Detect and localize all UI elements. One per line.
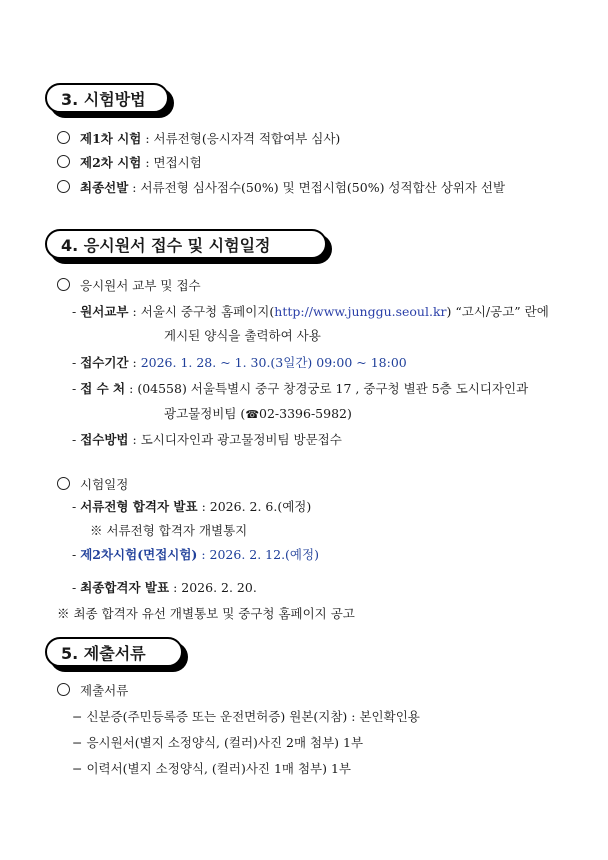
item-sep: : (141, 155, 154, 170)
circle-bullet-icon (57, 683, 70, 696)
distribution-label: 원서교부 (80, 304, 129, 319)
homepage-link[interactable]: http://www.junggu.seoul.kr (274, 304, 447, 319)
doc-pass-row: - 서류전형 합격자 발표 : 2026. 2. 6.(예정) (72, 499, 312, 514)
circle-bullet-icon (57, 131, 70, 144)
distribution-text-after: ) “고시/공고” 란에 (446, 304, 549, 319)
section-3-title: 3. 시험방법 (45, 83, 169, 113)
final-row: - 최종합격자 발표 : 2026. 2. 20. (72, 580, 257, 595)
exam-method-item-2 (57, 155, 202, 171)
period-row: - 접수기간 : 2026. 1. 28. ~ 1. 30.(3일간) 09:00 ~ 18:00 (72, 355, 407, 370)
method-label: 접수방법 (80, 432, 129, 447)
item-text: 면접시험 (153, 155, 202, 170)
period-text: 2026. 1. 28. ~ 1. 30.(3일간) 09:00 ~ 18:00 (140, 355, 407, 370)
distribution-text: 서울시 중구청 홈페이지( (140, 304, 275, 319)
exam-method-item-3 (57, 180, 505, 196)
item-label: 최종선발 (80, 180, 129, 195)
distribution-cont: 게시된 양식을 출력하여 사용 (164, 328, 321, 343)
place-text: (04558) 서울특별시 중구 창경궁로 17 , 중구청 별관 5층 도시디자인과 (137, 381, 529, 396)
section-4-header (45, 229, 327, 259)
final-text: 2026. 2. 20. (181, 580, 257, 595)
document-text: 응시원서(별지 소정양식, (컬러)사진 2매 첨부) 1부 (86, 735, 364, 750)
document-item-2: − 응시원서(별지 소정양식, (컬러)사진 2매 첨부) 1부 (72, 735, 364, 750)
document-text: 신분증(주민등록증 또는 운전면허증) 원본(지참) : 본인확인용 (86, 709, 420, 724)
group-title-text: 제출서류 (80, 683, 129, 698)
interview-text: 2026. 2. 12.(예정) (209, 547, 319, 562)
section-5-header (45, 637, 183, 667)
doc-pass-label: 서류전형 합격자 발표 (80, 499, 198, 514)
doc-pass-note: ※ 서류전형 합격자 개별통지 (90, 523, 248, 538)
circle-bullet-icon (57, 477, 70, 490)
interview-label: 제2차시험(면접시험) (80, 547, 198, 562)
application-group-title (57, 278, 201, 294)
distribution-row: - 원서교부 : 서울시 중구청 홈페이지(http://www.junggu.seoul.kr) “고시/공고” 란에 (72, 304, 549, 319)
group-title-text: 시험일정 (80, 477, 129, 492)
section-3-header (45, 83, 169, 113)
phone-number: 02-3396-5982 (259, 406, 347, 421)
method-row: - 접수방법 : 도시디자인과 광고물정비팀 방문접수 (72, 432, 342, 447)
method-text: 도시디자인과 광고물정비팀 방문접수 (140, 432, 342, 447)
item-text: 서류전형 심사점수(50%) 및 면접시험(50%) 성적합산 상위자 선발 (140, 180, 506, 195)
circle-bullet-icon (57, 155, 70, 168)
phone-icon: ☎ (245, 408, 260, 421)
paren-close: ) (347, 406, 352, 421)
item-text: 서류전형(응시자격 적합여부 심사) (153, 131, 341, 146)
item-label: 제2차 시험 (80, 155, 142, 170)
item-label: 제1차 시험 (80, 131, 142, 146)
document-item-3: − 이력서(별지 소정양식, (컬러)사진 1매 첨부) 1부 (72, 761, 351, 776)
circle-bullet-icon (57, 180, 70, 193)
document-item-1: − 신분증(주민등록증 또는 운전면허증) 원본(지참) : 본인확인용 (72, 709, 420, 724)
section-4-title: 4. 응시원서 접수 및 시험일정 (45, 229, 327, 259)
final-note: ※ 최종 합격자 유선 개별통보 및 중구청 홈페이지 공고 (57, 606, 355, 621)
circle-bullet-icon (57, 278, 70, 291)
team-name: 광고물정비팀 ( (164, 406, 246, 421)
place-label: 접 수 처 (80, 381, 126, 396)
section-5-title: 5. 제출서류 (45, 637, 183, 667)
final-label: 최종합격자 발표 (80, 580, 170, 595)
group-title-text: 응시원서 교부 및 접수 (80, 278, 201, 293)
document-text: 이력서(별지 소정양식, (컬러)사진 1매 첨부) 1부 (86, 761, 351, 776)
period-label: 접수기간 (80, 355, 129, 370)
item-sep: : (128, 180, 141, 195)
doc-pass-text: 2026. 2. 6.(예정) (209, 499, 312, 514)
schedule-group-title (57, 477, 128, 493)
interview-row: - 제2차시험(면접시험) : 2026. 2. 12.(예정) (72, 547, 319, 562)
item-sep: : (141, 131, 154, 146)
exam-method-item-1 (57, 131, 340, 147)
documents-group-title (57, 683, 128, 699)
place-cont (164, 406, 352, 423)
place-row: - 접 수 처 : (04558) 서울특별시 중구 창경궁로 17 , 중구청 별관 5층 도시디자인과 (72, 381, 529, 396)
